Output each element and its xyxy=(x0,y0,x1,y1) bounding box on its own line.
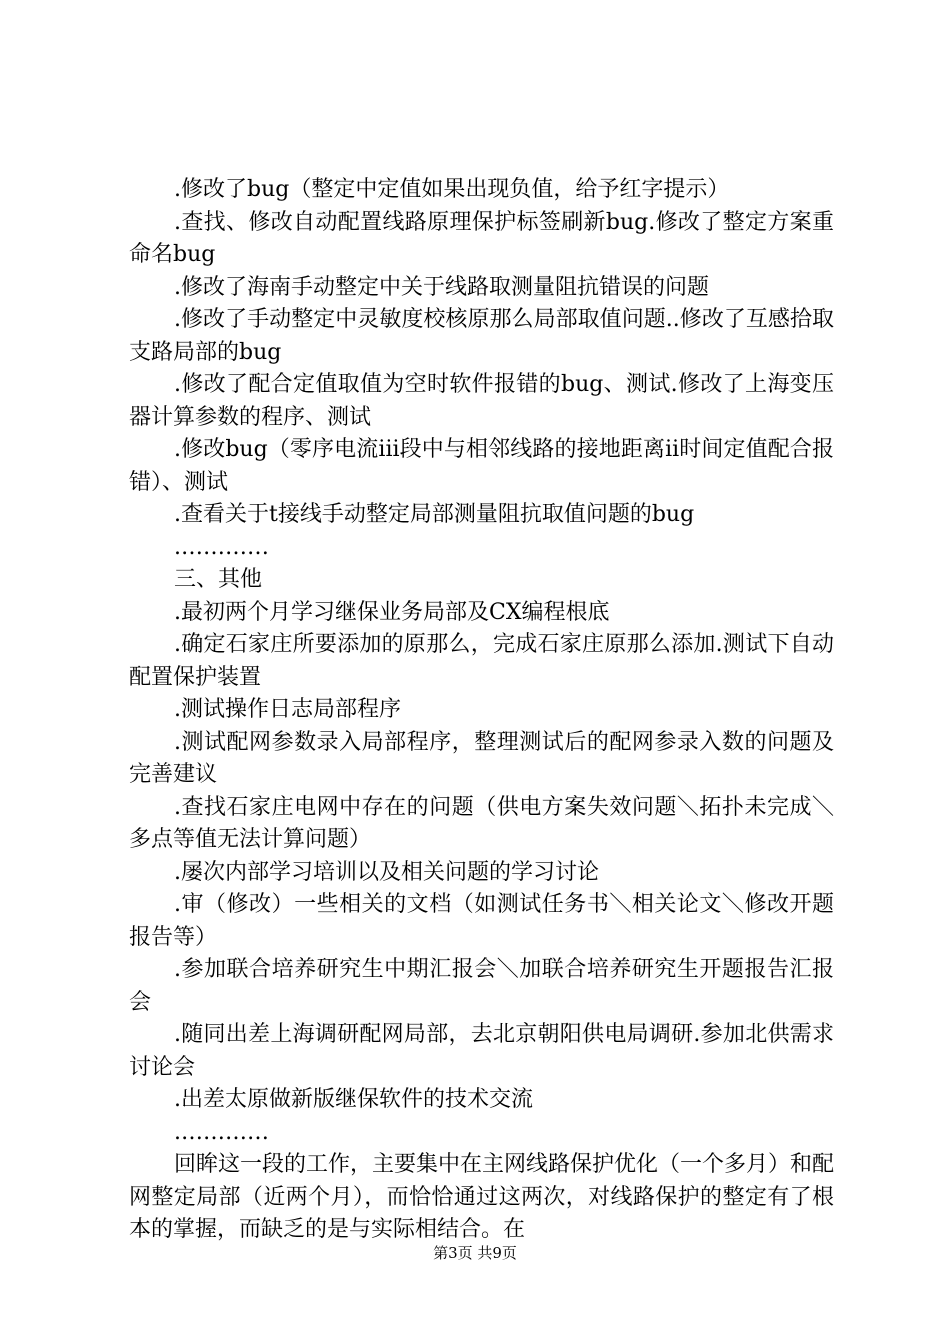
paragraph: .确定石家庄所要添加的原那么，完成石家庄原那么添加.测试下自动配置保护装置 xyxy=(129,632,834,690)
paragraph: .修改了配合定值取值为空时软件报错的bug、测试.修改了上海变压器计算参数的程序、测试 xyxy=(129,372,834,430)
paragraph: .屡次内部学习培训以及相关问题的学习讨论 xyxy=(174,859,599,885)
section-heading: 三、其他 xyxy=(174,567,263,592)
paragraph: .测试操作日志局部程序 xyxy=(174,697,401,722)
paragraph-ellipsis: .………… xyxy=(174,534,269,560)
body-text xyxy=(129,174,834,1247)
paragraph: .审（修改）一些相关的文档（如测试任务书＼相关论文＼修改开题报告等） xyxy=(129,892,834,950)
paragraph: .最初两个月学习继保业务局部及CX编程根底 xyxy=(174,599,610,625)
paragraph: .修改了bug（整定中定值如果出现负值，给予红字提示） xyxy=(174,177,730,202)
paragraph-summary: 回眸这一段的工作，主要集中在主网线路保护优化（一个多月）和配网整定局部（近两个月），而恰恰通过这两次，对线路保护的整定有了根本的掌握，而缺乏的是与实际相结合。在 xyxy=(129,1152,835,1242)
paragraph: .查看关于t接线手动整定局部测量阻抗取值问题的bug xyxy=(174,502,695,527)
paragraph-ellipsis: .………… xyxy=(174,1119,269,1145)
paragraph: .随同出差上海调研配网局部，去北京朝阳供电局调研.参加北供需求讨论会 xyxy=(129,1022,834,1080)
paragraph: .参加联合培养研究生中期汇报会＼加联合培养研究生开题报告汇报会 xyxy=(129,957,834,1015)
paragraph: .查找石家庄电网中存在的问题（供电方案失效问题＼拓扑未完成＼多点等值无法计算问题） xyxy=(129,794,834,852)
paragraph: .出差太原做新版继保软件的技术交流 xyxy=(174,1087,533,1112)
paragraph: .修改bug（零序电流iii段中与相邻线路的接地距离ii时间定值配合报错）、测试 xyxy=(129,437,834,495)
paragraph: .修改了海南手动整定中关于线路取测量阻抗错误的问题 xyxy=(174,274,709,300)
paragraph: .查找、修改自动配置线路原理保护标签刷新bug.修改了整定方案重命名bug xyxy=(129,209,834,267)
page-footer: 第3页 共9页 xyxy=(433,1244,517,1262)
paragraph: .修改了手动整定中灵敏度校核原那么局部取值问题..修改了互感拾取支路局部的bug xyxy=(129,307,834,365)
paragraph: .测试配网参数录入局部程序，整理测试后的配网参录入数的问题及完善建议 xyxy=(129,729,834,787)
